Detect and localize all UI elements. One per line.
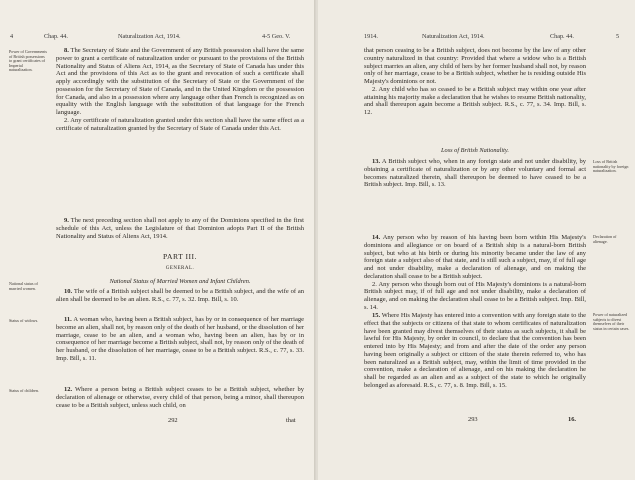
section-text: Any person who by reason of his having been born within His Majesty's dominions and allegiance or on board of a British ship is a natural-born British subject, but who at his birth or during his minority became under the law of any foreign state a subject also of that state, and is still such a subject, may, if of full age and not under disability, make a declaration of alienage, and on making the declaration shall cease to be a British subject.: [364, 234, 586, 280]
section-12: [56, 386, 304, 409]
section-10: [56, 288, 304, 304]
section-9: [56, 217, 304, 240]
margin-note-s12: Status of children.: [9, 388, 39, 393]
section-text: Where a person being a British subject ceases to be a British subject, whether by declaration of alienage or otherwise, every child of that person, being a minor, shall thereupon cease to be a British subject, unless such child, on: [56, 386, 305, 409]
left-page: [0, 0, 316, 480]
margin-note-s10: National status of married women.: [9, 281, 38, 291]
section-text: The wife of a British subject shall be deemed to be a British subject, and the wife of an alien shall be deemed to be an alien. R.S., c. 77, s. 32. Imp. Bill, s. 10.: [56, 288, 304, 303]
margin-note-s13: Loss of British nationality by foreign naturalization.: [593, 159, 629, 174]
continued-section-12: [364, 47, 586, 117]
section-number: 14.: [372, 234, 381, 241]
margin-note-s11: Status of widows.: [9, 318, 39, 323]
right-subheading: Loss of British Nationality.: [441, 147, 509, 154]
part-title: PART III.: [162, 252, 197, 261]
right-chapter: Chap. 44.: [550, 33, 574, 40]
section-13: [364, 158, 586, 189]
margin-note-s8: Power of Governments of British possessions to grant certificates of Imperial naturalization.: [9, 49, 47, 73]
left-regnal-year: 4-5 Geo. V.: [262, 33, 291, 40]
margin-note-s15: Power of naturalized subjects to divest themselves of their status in certain cases.: [593, 312, 630, 331]
right-page: [318, 0, 635, 480]
left-page-number: 4: [10, 33, 14, 40]
right-catchword: 16.: [568, 416, 576, 423]
section-number: 12.: [64, 386, 73, 393]
section-number: 10.: [64, 288, 73, 295]
section-8-subsection-2: 2. Any certificate of naturalization granted under this section shall have the same effect as a certificate of naturalization granted by the Secretary of State of Canada under this Act.: [56, 116, 304, 132]
continued-subsection-2: 2. Any child who has so ceased to be a British subject may within one year after attaining his majority make a declaration that he wishes to resume British nationality, and shall thereupon again become a British subject. R.S., c. 77, s. 34. Imp. Bill, s. 12.: [364, 85, 586, 116]
section-number: 11.: [64, 316, 72, 323]
section-8: [56, 47, 304, 132]
section-text: A woman who, having been a British subject, has by or in consequence of her marriage become an alien, shall not, by reason only of the death of her husband, or the dissolution of her marriage, cease to be an alien, and a woman who, having been an alien, has by or in consequence of her marriage become a British subject, shall not, by reason only of the death of her husband, or the dissolution of her marriage, cease to be a British subject. R.S., c. 77, s. 33. Imp. Bill, s. 11.: [56, 316, 304, 362]
section-number: 13.: [372, 158, 381, 165]
section-text: The next preceding section shall not apply to any of the Dominions specified in the first schedule of this Act, unless the Legislature of that Dominion adopts Part II of the British Nationality and Status of Aliens Act, 1914.: [56, 217, 304, 240]
section-15: [364, 312, 586, 390]
section-14-subsection-2: 2. Any person who though born out of His Majesty's dominions is a natural-born British subject may, if of full age and not under disability, make a declaration of alienage, and on making the declaration shall cease to be a British subject. Imp. Bill, s. 14.: [364, 280, 586, 311]
section-number: 8.: [64, 47, 69, 54]
right-folio: 293: [468, 416, 478, 423]
margin-note-s14: Declaration of alienage.: [593, 234, 617, 244]
section-text: The Secretary of State and the Government of any British possession shall have the same power to grant a certificate of naturalization under or pursuant to the provisions of the British Nationality and Status of Aliens Act, 1914, as the Secretary of State of Canada has under this Act and the provisions of this Act as to the grant and revocation of such a certificate shall apply accordingly with the substitution of the Secretary of State or the Government of the possession for the Secretary of State of Canada, and in the United Kingdom or the possession for Canada, and also in a possession where any language other than French is recognized as on equality with the English language with the substitution of that language for the French language.: [56, 47, 304, 116]
left-subheading: National Status of Married Women and Infant Children.: [109, 278, 251, 285]
right-running-title: Naturalization Act, 1914.: [422, 33, 485, 40]
section-number: 15.: [372, 312, 381, 319]
right-page-number: 5: [616, 33, 620, 40]
left-catchword: that: [286, 417, 296, 424]
left-running-title: Naturalization Act, 1914.: [118, 33, 181, 40]
left-chapter: Chap. 44.: [44, 33, 68, 40]
left-folio: 292: [168, 417, 178, 424]
section-14: [364, 234, 586, 312]
continued-text: that person ceasing to be a British subject, does not become by the law of any other country naturalized in that country: Provided that where a widow who is a British subject marries an alien, any child of hers by her former husband shall not, by reason only of her marriage, cease to be a British subject, whether he is residing outside His Majesty's dominions or not.: [364, 47, 586, 85]
general-heading: GENERAL.: [165, 266, 195, 271]
section-11: [56, 316, 304, 363]
section-text: A British subject who, when in any foreign state and not under disability, by obtaining a certificate of naturalization or by any other voluntary and formal act becomes naturalized therein, shall thereupon be deemed to have ceased to be a British subject. Imp. Bill, s. 13.: [364, 158, 586, 189]
section-number: 9.: [64, 217, 69, 224]
section-text: Where His Majesty has entered into a convention with any foreign state to the effect that the subjects or citizens of that state to whom certificates of naturalization have been granted may divest themselves of their status as such subjects, it shall be lawful for His Majesty, by order in council, to declare that the convention has been entered into by His Majesty; and from and after the date of the order any person having been originally a subject or citizen of the state therein referred to, who has been naturalized as a British subject, may, within the limit of time provided in the convention, make a declaration of alienage, and on his making the declaration he shall be regarded as an alien and as a subject of the state to which he originally belonged as aforesaid. R.S., c. 77, s. 8. Imp. Bill, s. 15.: [364, 312, 587, 389]
right-year: 1914.: [364, 33, 378, 40]
